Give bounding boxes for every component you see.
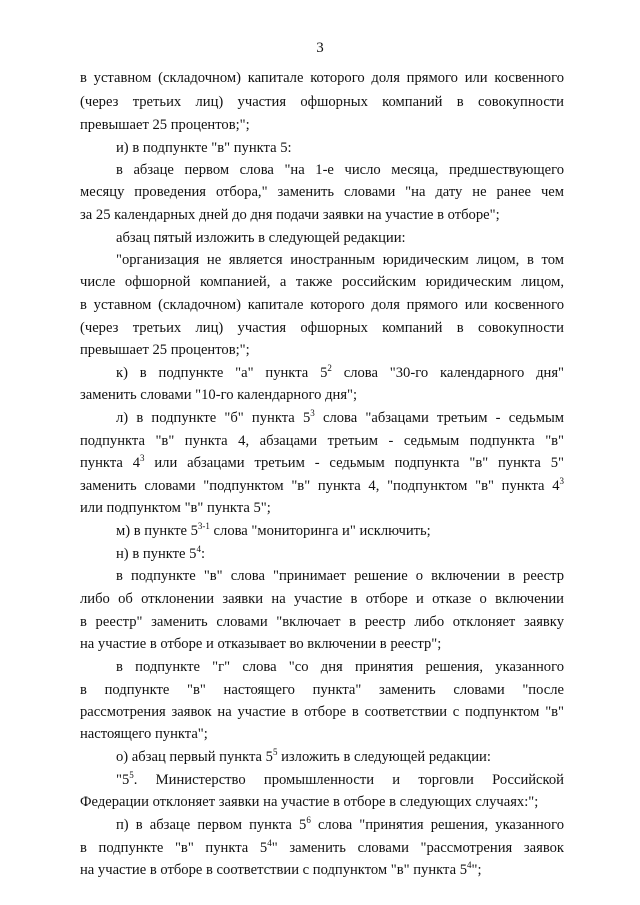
text-line: л) в подпункте "б" пункта $5^3$ слова "абзацами третьим - седьмым (116, 408, 564, 426)
text-line: в уставном (складочном) капитале которого доля прямого или косвенного (80, 297, 564, 313)
text-line: в подпункте "в" настоящего пункта" заменить словами "после (80, 682, 564, 698)
text-line: пункта $4^3$ или абзацами третьим - седьмым подпункта "в" пункта 5" (80, 453, 564, 471)
text-line: п) в абзаце первом пункта $5^6$ слова "принятия решения, указанного (116, 815, 564, 833)
text-line: в реестр" заменить словами "включает в реестр либо отклоняет заявку (80, 614, 564, 630)
text-line: и) в подпункте "в" пункта 5: (116, 140, 292, 156)
text-line: или подпунктом "в" пункта 5"; (80, 500, 271, 516)
text-line: Федерации отклоняет заявки на участие в отборе в следующих случаях:"; (80, 794, 539, 810)
text-line: в уставном (складочном) капитале которого доля прямого или косвенного (80, 70, 564, 86)
page-number: 3 (316, 40, 324, 56)
text-line: настоящего пункта"; (80, 726, 208, 742)
text-line: рассмотрения заявок на участие в отборе в соответствии с подпунктом "в" (80, 704, 564, 720)
text-line: "$5^5$. Министерство промышленности и торговли Российской (116, 770, 564, 788)
text-line: превышает 25 процентов;"; (80, 342, 250, 358)
text-line: н) в пункте $5^4$: (116, 544, 206, 562)
text-line: за 25 календарных дней до дня подачи заявки на участие в отборе"; (80, 207, 500, 223)
text-line: "организация не является иностранным юридическим лицом, в том (116, 252, 564, 268)
text-line: м) в пункте 5$^{3-1}$ слова "мониторинга и" исключить; (116, 521, 431, 539)
text-line: на участие в отборе в соответствии с подпунктом "в" пункта $5^4$"; (80, 860, 482, 878)
text-line: месяцу проведения отбора," заменить словами "на дату не ранее чем (80, 184, 564, 200)
text-line: (через третьих лиц) участия офшорных компаний в совокупности (80, 320, 564, 336)
text-line: числе офшорной компанией, а также российским юридическим лицом, (80, 274, 564, 290)
text-line: заменить словами "подпунктом "в" пункта 4, "подпунктом "в" пункта $4^3$ (80, 476, 564, 494)
text-line: к) в подпункте "а" пункта $5^2$ слова "30-го календарного дня" (116, 363, 564, 381)
text-line: либо об отклонении заявки на участие в отборе и отказе о включении (80, 591, 564, 607)
text-line: абзац пятый изложить в следующей редакции: (116, 230, 406, 246)
text-line: в абзаце первом слова "на 1-е число месяца, предшествующего (116, 162, 564, 178)
text-line: заменить словами "10-го календарного дня"; (80, 387, 358, 403)
text-line: превышает 25 процентов;"; (80, 117, 250, 133)
text-line: в подпункте "в" пункта $5^4$" заменить словами "рассмотрения заявок (80, 838, 564, 856)
text-line: подпункта "в" пункта 4, абзацами третьим - седьмым подпункта "в" (80, 433, 564, 449)
text-line: (через третьих лиц) участия офшорных компаний в совокупности (80, 94, 564, 110)
text-line: на участие в отборе и отказывает во включении в реестр"; (80, 636, 442, 652)
text-line: о) абзац первый пункта $5^5$ изложить в следующей редакции: (116, 747, 491, 765)
text-line: в подпункте "г" слова "со дня принятия решения, указанного (116, 659, 564, 675)
text-line: в подпункте "в" слова "принимает решение о включении в реестр (116, 568, 564, 584)
